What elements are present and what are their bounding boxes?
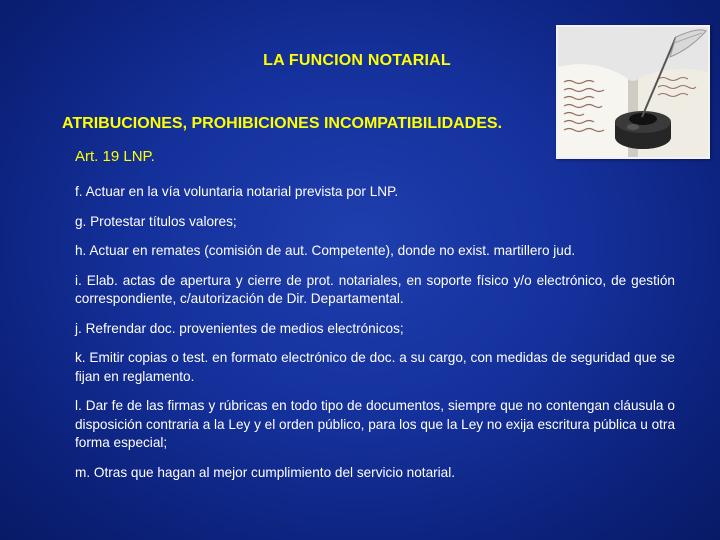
slide-subtitle: ATRIBUCIONES, PROHIBICIONES INCOMPATIBILIDADES. xyxy=(62,115,503,132)
list-item: m. Otras que hagan al mejor cumplimiento del servicio notarial. xyxy=(75,464,456,480)
list-item: l. Dar fe de las firmas y rúbricas en todo tipo de documentos, siempre que no contengan cláusula o disposición contraria a la Ley y el orden público, para los que la Ley no exija escritura pública u otra forma especial; xyxy=(75,398,675,450)
quill-inkwell-book-icon xyxy=(556,25,710,159)
list-item: j. Refrendar doc. provenientes de medios electrónicos; xyxy=(75,320,404,336)
list-item: h. Actuar en remates (comisión de aut. Competente), donde no exist. martillero jud. xyxy=(75,243,576,258)
list-item: f. Actuar en la vía voluntaria notarial prevista por LNP. xyxy=(75,184,399,199)
list-item: i. Elab. actas de apertura y cierre de prot. notariales, en soporte físico y/o electrónico, de gestión correspondiente, c/autorización de Dir. Departamental. xyxy=(75,272,675,306)
slide-title: LA FUNCION NOTARIAL xyxy=(263,52,451,69)
article-reference: Art. 19 LNP. xyxy=(75,148,155,165)
attributions-list xyxy=(75,183,675,493)
list-item: g. Protestar títulos valores; xyxy=(75,213,237,229)
list-item: k. Emitir copias o test. en formato electrónico de doc. a su cargo, con medidas de seguridad que se fijan en reglamento. xyxy=(75,350,675,384)
